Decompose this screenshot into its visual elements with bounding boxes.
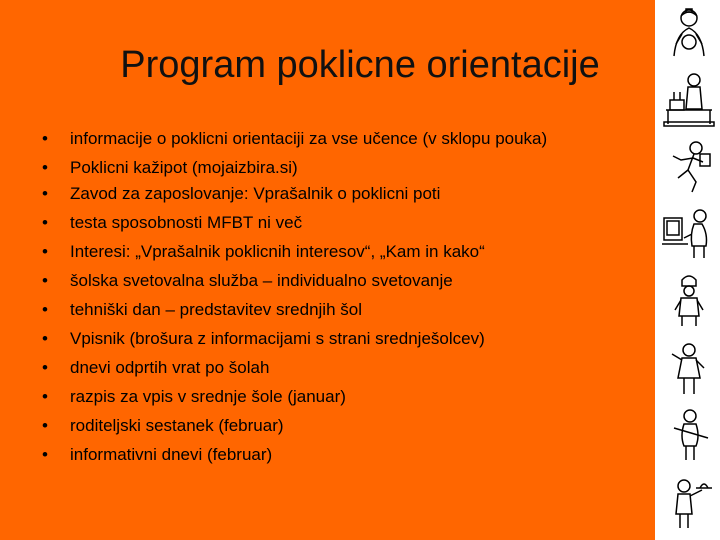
bullet-icon: •: [42, 158, 48, 177]
bullet-icon: •: [42, 416, 48, 435]
list-item: • testa sposobnosti MFBT ni več: [42, 213, 303, 232]
list-item: • Vpisnik (brošura z informacijami s strani srednješolcev): [42, 329, 485, 348]
doctor-icon: [660, 4, 718, 62]
bullet-icon: •: [42, 300, 48, 319]
list-item: • razpis za vpis v srednje šole (januar): [42, 387, 346, 406]
chemist-icon: [660, 70, 718, 128]
bullet-icon: •: [42, 329, 48, 348]
list-item: • tehniški dan – predstavitev srednjih šol: [42, 300, 362, 319]
bullet-icon: •: [42, 184, 48, 203]
waiter-icon: [660, 474, 718, 532]
bullet-icon: •: [42, 445, 48, 464]
runner-icon: [660, 138, 718, 196]
bullet-icon: •: [42, 387, 48, 406]
bullet-icon: •: [42, 213, 48, 232]
bullet-list: [42, 128, 602, 473]
list-item: • Zavod za zaposlovanje: Vprašalnik o poklicni poti: [42, 184, 441, 203]
list-item: • Interesi: „Vprašalnik poklicnih interesov“, „Kam in kako“: [42, 242, 485, 261]
bullet-icon: •: [42, 358, 48, 377]
list-item: • informacije o poklicni orientaciji za vse učence (v sklopu pouka): [42, 129, 548, 148]
bullet-icon: •: [42, 129, 48, 148]
slide-title: Program poklicne orientacije: [120, 44, 600, 86]
list-item: • informativni dnevi (februar): [42, 445, 273, 464]
musician-icon: [660, 406, 718, 464]
list-item: • Poklicni kažipot (mojaizbira.si): [42, 158, 298, 177]
cook-icon: [660, 272, 718, 330]
list-item: • roditeljski sestanek (februar): [42, 416, 284, 435]
bullet-icon: •: [42, 271, 48, 290]
list-item: • šolska svetovalna služba – individualno svetovanje: [42, 271, 453, 290]
teacher-icon: [660, 340, 718, 398]
list-item: • dnevi odprtih vrat po šolah: [42, 358, 270, 377]
bullet-icon: •: [42, 242, 48, 261]
computer-user-icon: [660, 204, 718, 262]
